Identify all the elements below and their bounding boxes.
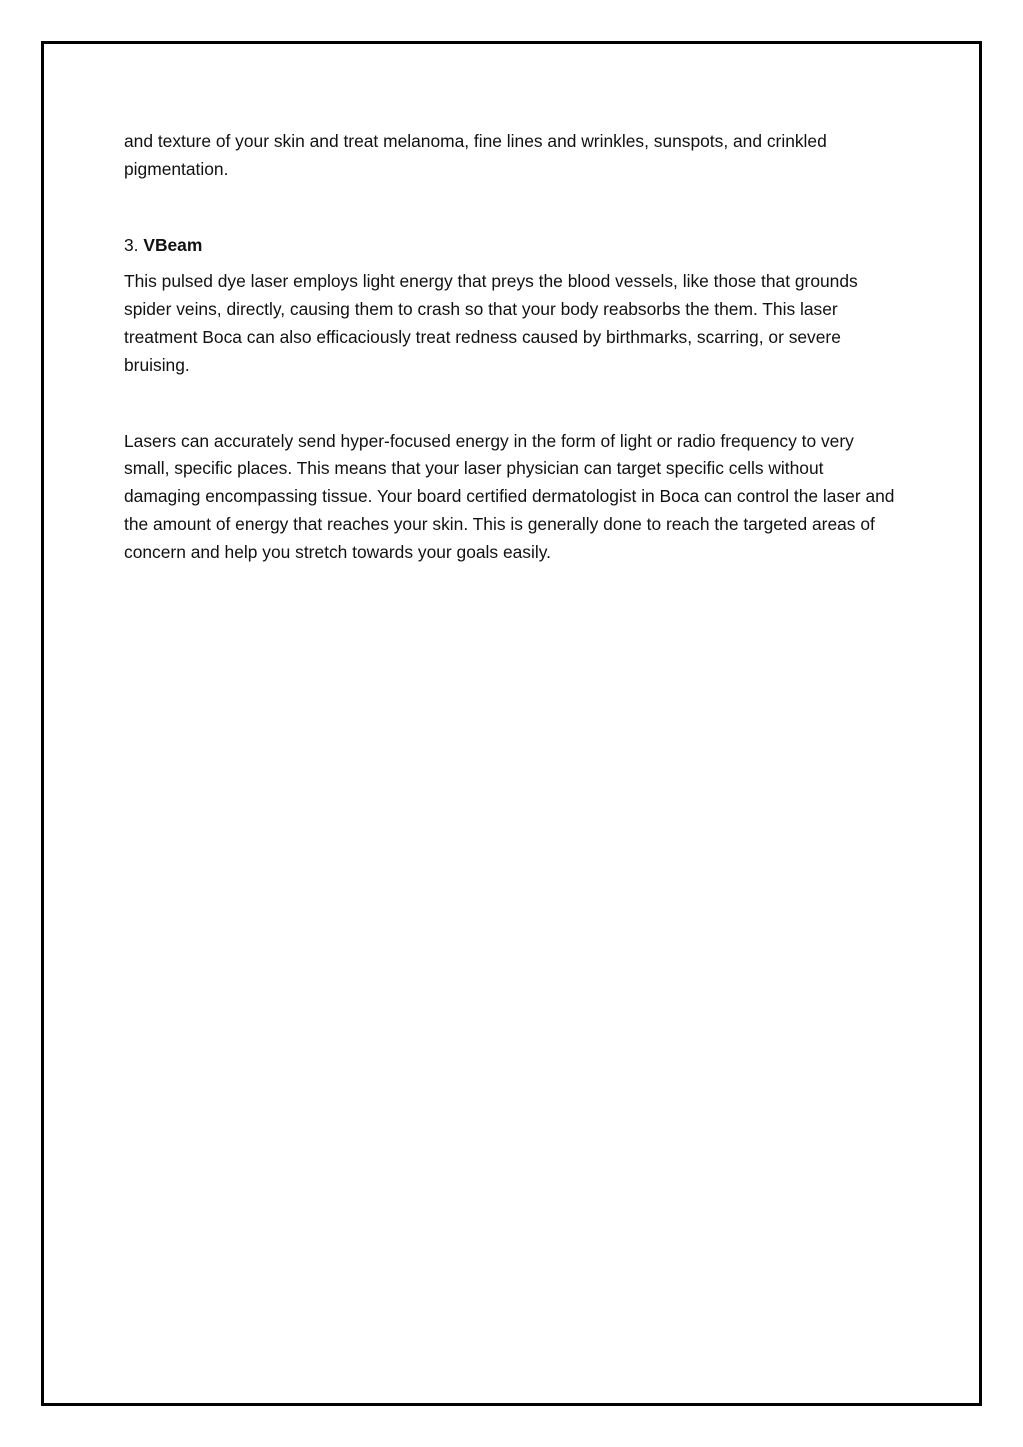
page-frame <box>41 41 982 1406</box>
section-heading <box>124 232 904 260</box>
section-body: This pulsed dye laser employs light energy that preys the blood vessels, like those that grounds spider veins, directly, causing them to crash so that your body reabsorbs the them. This laser treatment Boca can also efficaciously treat redness caused by birthmarks, scarring, or severe bruising. <box>124 271 858 375</box>
section-title: VBeam <box>143 234 203 255</box>
document-body <box>124 128 904 567</box>
paragraph-continuation: and texture of your skin and treat melanoma, fine lines and wrinkles, sunspots, and crinkled pigmentation. <box>124 131 827 179</box>
closing-paragraph: Lasers can accurately send hyper-focused energy in the form of light or radio frequency to very small, specific places. This means that your laser physician can target specific cells without damaging encompassing tissue. Your board certified dermatologist in Boca can control the laser and the amount of energy that reaches your skin. This is generally done to reach the targeted areas of concern and help you stretch towards your goals easily. <box>124 430 895 562</box>
section-number: 3. <box>124 234 144 255</box>
